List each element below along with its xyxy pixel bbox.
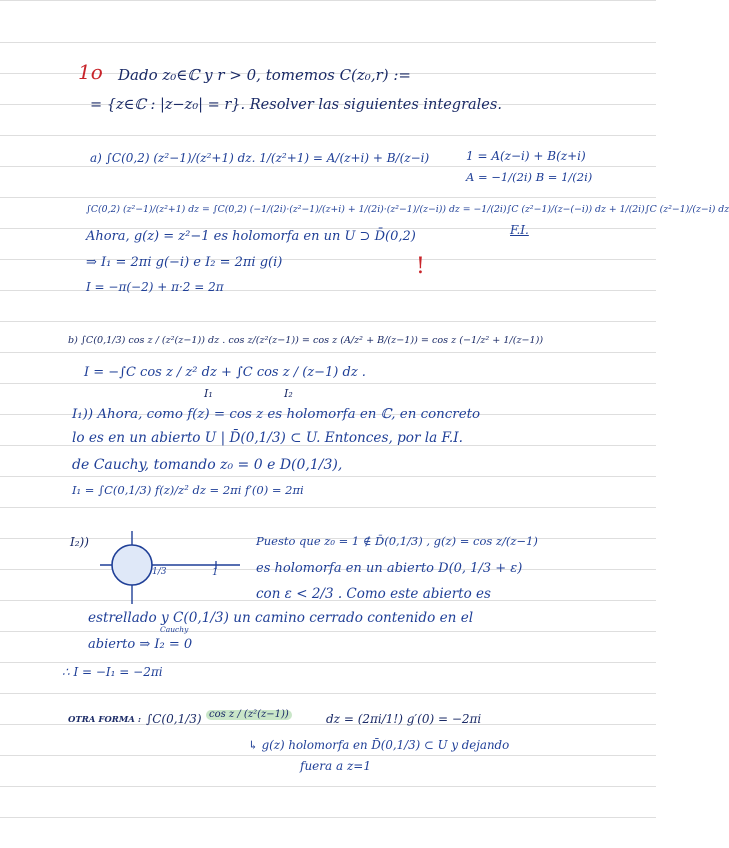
disc-circle (112, 545, 152, 585)
part-b-i1-line-3: de Cauchy, tomando z₀ = 0 e D(0,1/3), (72, 457, 343, 473)
part-a-decomposition: ∫C(0,2) (z²−1)/(z²+1) dz = ∫C(0,2) (−1/(2i)·(z²−1)/(z+i) + 1/(2i)·(z²−1)/(z−i)) dz = −1/(2i)∫C (z²−1)/(z−(−i)) dz + 1/(2i)∫C (z²−1)/(z−i) dz (86, 204, 729, 215)
point-one-label: 1 (212, 567, 219, 578)
other-way-note-1: ↳ g(z) holomorfa en D̄(0,1/3) ⊂ U y dejando (248, 738, 510, 752)
part-a-tag-fi: F.I. (510, 223, 529, 237)
part-b-i1-line-2: lo es en un abierto U | D̄(0,1/3) ⊂ U. Entonces, por la F.I. (72, 430, 463, 446)
part-b-i1-line-1: I₁)) Ahora, como f(z) = cos z es holomorfa en ℂ, en concreto (72, 407, 481, 422)
part-i2-line-5: abierto ⇒ I₂ = 0 (88, 637, 193, 652)
statement-line-1: Dado z₀∈ℂ y r > 0, tomemos C(z₀,r) := (118, 66, 411, 84)
part-b-i1-label: I₁ (204, 387, 213, 400)
other-way-label: OTRA FORMA : (68, 715, 141, 725)
part-a-line-1: a) ∫C(0,2) (z²−1)/(z²+1) dz. 1/(z²+1) = A/(z+i) + B/(z−i) (90, 151, 430, 165)
part-b-i1-result: I₁ = ∫C(0,1/3) f(z)/z² dz = 2πi f′(0) = 2πi (72, 483, 304, 497)
warning-mark: ! (416, 254, 425, 279)
final-result: ∴ I = −I₁ = −2πi (62, 665, 163, 679)
statement-line-2: = {z∈ℂ : |z−z₀| = r}. Resolver las siguientes integrales. (90, 97, 502, 113)
exercise-number: 1o (78, 60, 103, 84)
disc-radius-label: 1/3 (152, 567, 167, 577)
part-a-holomorphy: Ahora, g(z) = z²−1 es holomorfa en un U ⊃ D̄(0,2) (86, 229, 416, 244)
part-i2-right-3: con ε < 2/3 . Como este abierto es (256, 586, 491, 602)
part-b-i2-label: I₂ (284, 387, 293, 400)
part-a-coeff-values: A = −1/(2i) B = 1/(2i) (466, 170, 593, 184)
other-way-note-2: fuera a z=1 (300, 759, 371, 773)
part-i2-line-4: estrellado y C(0,1/3) un camino cerrado contenido en el (88, 610, 474, 626)
part-i2-label: I₂)) (70, 535, 89, 549)
part-b-split: I = −∫C cos z / z² dz + ∫C cos z / (z−1) dz . (84, 365, 366, 380)
cauchy-note: Cauchy (160, 625, 189, 634)
part-a-coeff-eq: 1 = A(z−i) + B(z+i) (466, 149, 586, 163)
part-i2-right-2: es holomorfa en un abierto D(0, 1/3 + ε) (256, 561, 523, 576)
other-way-rest: dz = (2πi/1!) g′(0) = −2πi (326, 712, 482, 726)
part-a-residues: ⇒ I₁ = 2πi g(−i) e I₂ = 2πi g(i) (86, 255, 283, 270)
part-i2-right-1: Puesto que z₀ = 1 ∉ D̄(0,1/3) , g(z) = cos z/(z−1) (256, 534, 538, 548)
part-b-line-1: b) ∫C(0,1/3) cos z / (z²(z−1)) dz . cos z/(z²(z−1)) = cos z (A/z² + B/(z−1)) = cos z (−1/z² + 1/(z−1)) (68, 335, 544, 346)
highlighted-fraction: cos z / (z²(z−1)) (206, 710, 292, 720)
other-way-integral: ∫C(0,1/3) (146, 712, 202, 726)
part-a-result: I = −π(−2) + π·2 = 2π (86, 280, 224, 294)
